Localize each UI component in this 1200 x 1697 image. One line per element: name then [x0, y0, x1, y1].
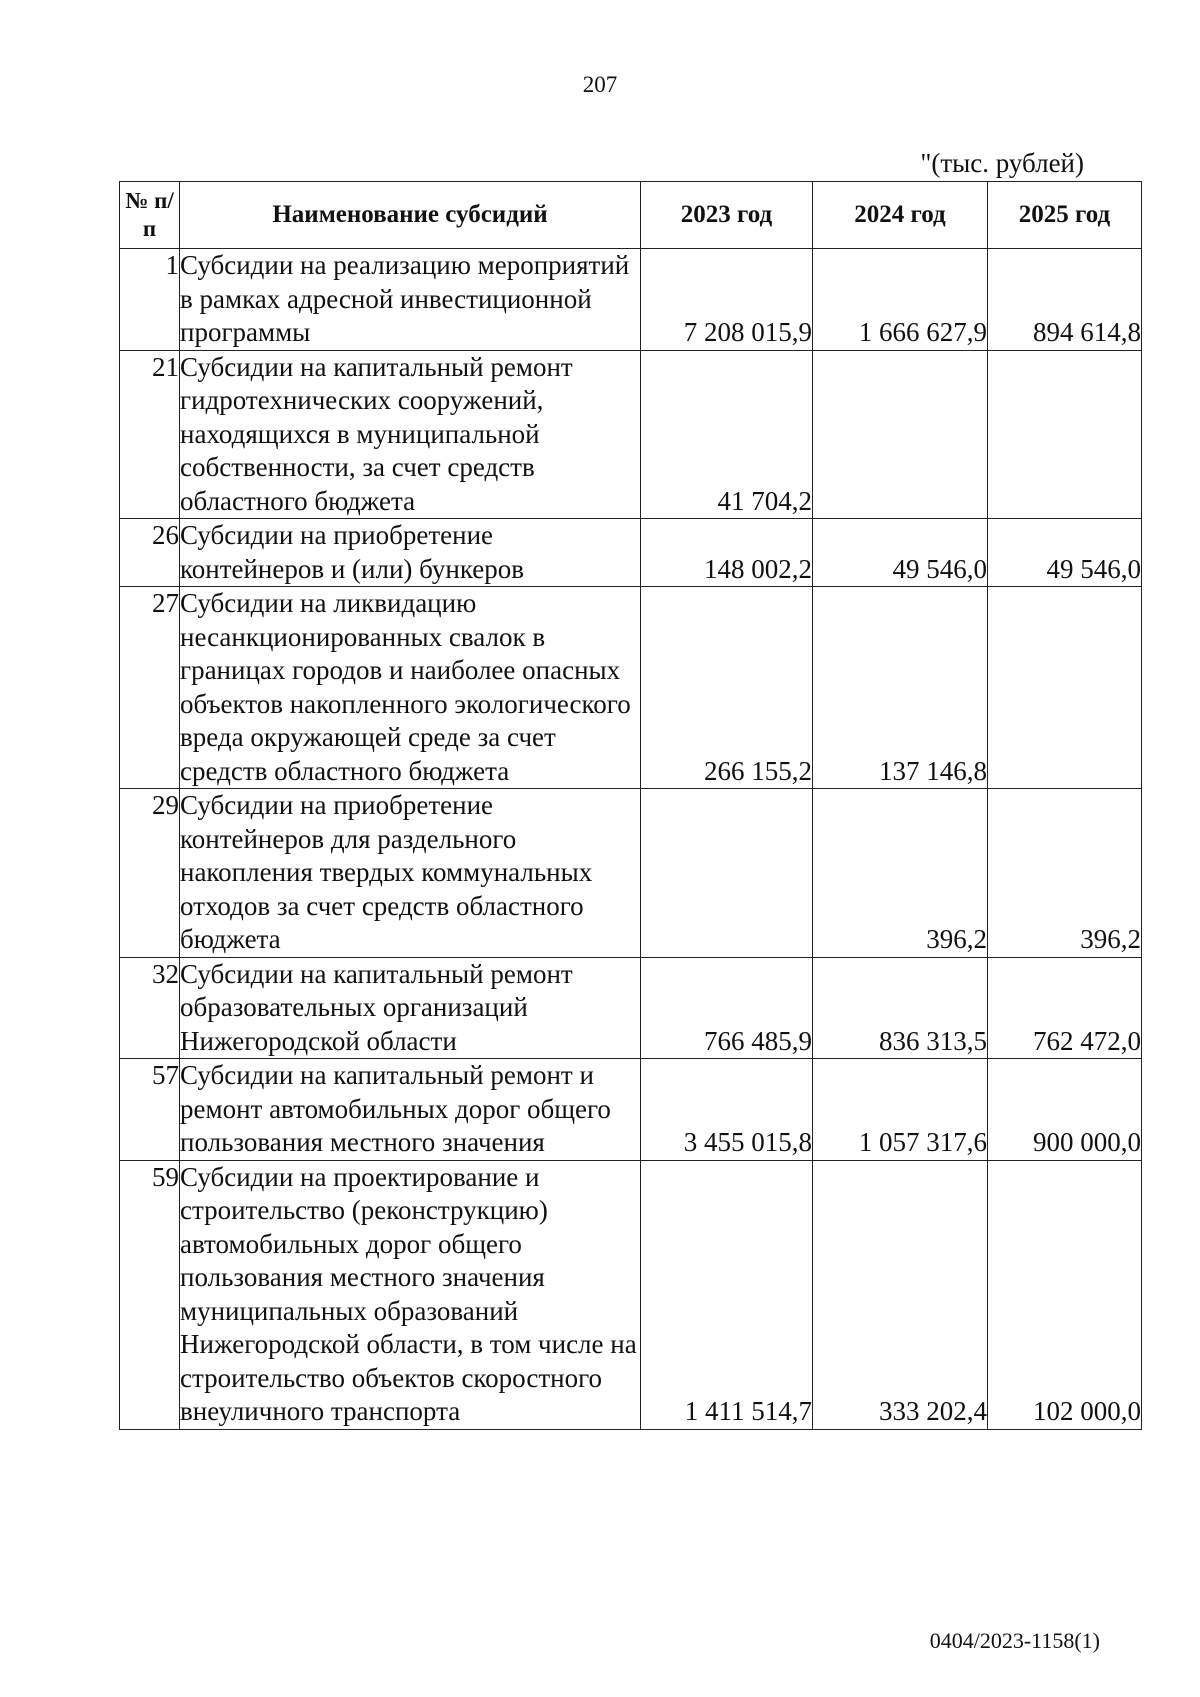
row-subsidy-name: Субсидии на капитальный ремонт и ремонт автомобильных дорог общего пользования местного значения — [180, 1059, 641, 1161]
row-value-2024: 333 202,4 — [813, 1160, 988, 1429]
row-number: 21 — [120, 350, 180, 519]
row-value-2023: 266 155,2 — [641, 587, 813, 789]
row-value-2025 — [988, 587, 1142, 789]
table-row — [120, 789, 1142, 958]
row-subsidy-name: Субсидии на реализацию мероприятий в рамках адресной инвестиционной программы — [180, 249, 641, 351]
row-value-2023: 41 704,2 — [641, 350, 813, 519]
table-row — [120, 350, 1142, 519]
table-row — [120, 957, 1142, 1059]
row-value-2023: 1 411 514,7 — [641, 1160, 813, 1429]
row-value-2023: 766 485,9 — [641, 957, 813, 1059]
row-number: 59 — [120, 1160, 180, 1429]
units-note: "(тыс. рублей) — [920, 148, 1084, 178]
row-number: 27 — [120, 587, 180, 789]
row-value-2025: 894 614,8 — [988, 249, 1142, 351]
table-row — [120, 1160, 1142, 1429]
row-value-2023 — [641, 789, 813, 958]
row-subsidy-name: Субсидии на капитальный ремонт образовательных организаций Нижегородской области — [180, 957, 641, 1059]
row-subsidy-name: Субсидии на проектирование и строительство (реконструкцию) автомобильных дорог общего пользования местного значения муниципальных образований Нижегородской области, в том числе на строительство объектов скоростного внеуличного транспорта — [180, 1160, 641, 1429]
table-row — [120, 519, 1142, 587]
row-value-2023: 7 208 015,9 — [641, 249, 813, 351]
row-number: 29 — [120, 789, 180, 958]
row-value-2023: 3 455 015,8 — [641, 1059, 813, 1161]
row-number: 1 — [120, 249, 180, 351]
row-value-2025: 396,2 — [988, 789, 1142, 958]
row-value-2025: 49 546,0 — [988, 519, 1142, 587]
row-value-2024: 1 666 627,9 — [813, 249, 988, 351]
row-subsidy-name: Субсидии на приобретение контейнеров для раздельного накопления твердых коммунальных отходов за счет средств областного бюджета — [180, 789, 641, 958]
row-value-2024: 137 146,8 — [813, 587, 988, 789]
row-value-2024 — [813, 350, 988, 519]
document-code: 0404/2023-1158(1) — [929, 1628, 1100, 1653]
table-row — [120, 249, 1142, 351]
row-subsidy-name: Субсидии на ликвидацию несанкционированных свалок в границах городов и наиболее опасных объектов накопленного экологического вреда окружающей среде за счет средств областного бюджета — [180, 587, 641, 789]
row-value-2025: 102 000,0 — [988, 1160, 1142, 1429]
row-number: 32 — [120, 957, 180, 1059]
table-row — [120, 1059, 1142, 1161]
row-value-2025: 762 472,0 — [988, 957, 1142, 1059]
row-value-2025 — [988, 350, 1142, 519]
row-subsidy-name: Субсидии на капитальный ремонт гидротехнических сооружений, находящихся в муниципальной собственности, за счет средств областного бюджета — [180, 350, 641, 519]
row-value-2025: 900 000,0 — [988, 1059, 1142, 1161]
table-header-row — [120, 182, 1142, 249]
header-number: № п/п — [120, 182, 180, 249]
row-value-2024: 396,2 — [813, 789, 988, 958]
header-year-2024: 2024 год — [813, 182, 988, 249]
table-row — [120, 587, 1142, 789]
row-value-2024: 1 057 317,6 — [813, 1059, 988, 1161]
row-value-2023: 148 002,2 — [641, 519, 813, 587]
subsidies-table — [119, 181, 1142, 1430]
header-subsidy-name: Наименование субсидий — [180, 182, 641, 249]
header-year-2023: 2023 год — [641, 182, 813, 249]
row-subsidy-name: Субсидии на приобретение контейнеров и (или) бункеров — [180, 519, 641, 587]
row-number: 26 — [120, 519, 180, 587]
page-number: 207 — [582, 72, 618, 97]
row-value-2024: 836 313,5 — [813, 957, 988, 1059]
header-year-2025: 2025 год — [988, 182, 1142, 249]
row-value-2024: 49 546,0 — [813, 519, 988, 587]
row-number: 57 — [120, 1059, 180, 1161]
